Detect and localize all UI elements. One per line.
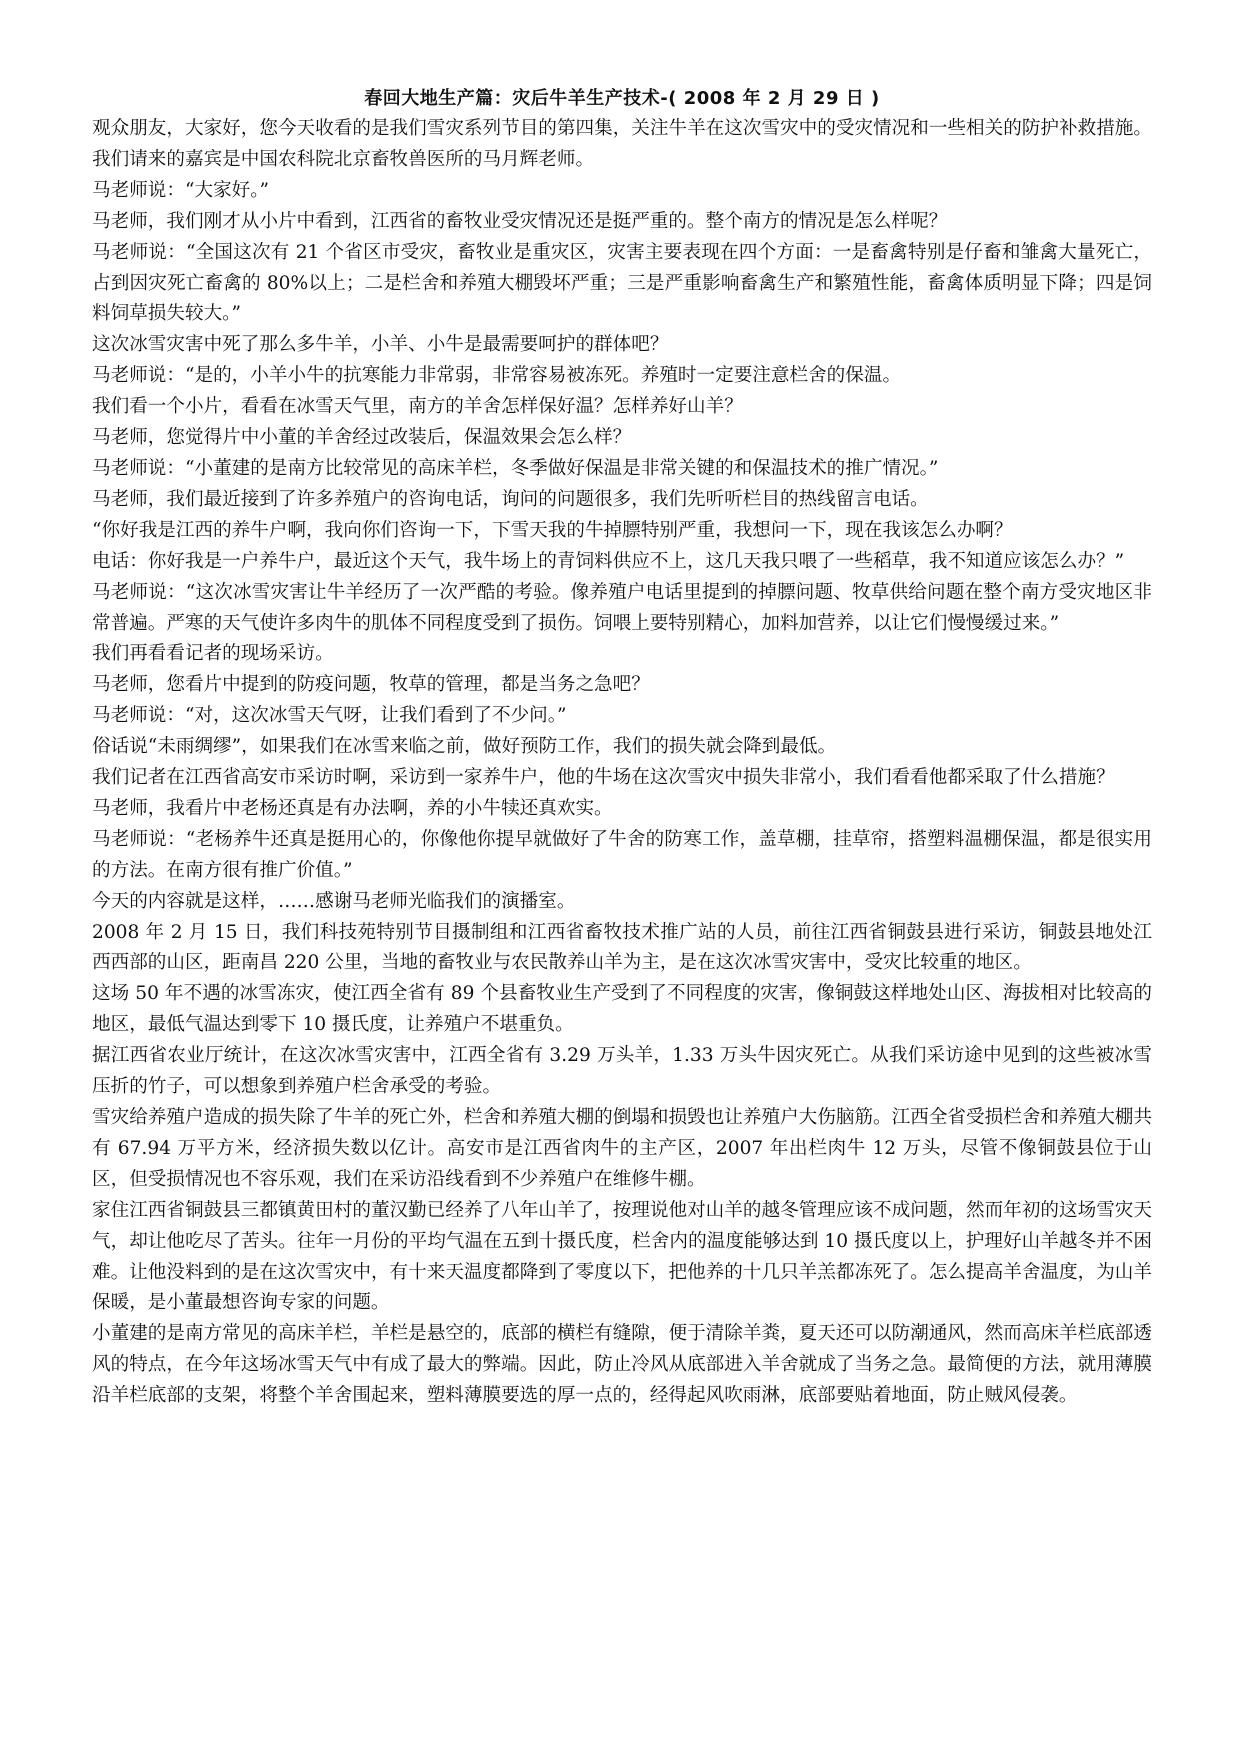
paragraph: 据江西省农业厅统计，在这次冰雪灾害中，江西全省有 3.29 万头羊，1.33 万头牛因灾死亡。从我们采访途中见到的这些被冰雪压折的竹子，可以想象到养殖户栏舍承受的考验。: [92, 1045, 1152, 1098]
paragraph: 这场 50 年不遇的冰雪冻灾，使江西全省有 89 个县畜牧业生产受到了不同程度的灾害，像铜鼓这样地处山区、海拔相对比较高的地区，最低气温达到零下 10 摄氏度，让养殖户不堪重负。: [92, 983, 1152, 1036]
paragraph: 家住江西省铜鼓县三都镇黄田村的董汉勤已经养了八年山羊了，按理说他对山羊的越冬管理应该不成问题，然而年初的这场雪灾天气，却让他吃尽了苦头。往年一月份的平均气温在五到十摄氏度，栏舍内的温度能够达到 10 摄氏度以上，护理好山羊越冬并不困难。让他没料到的是在这次雪灾中，有十来天温度都降到了零度以下，把他养的十几只羊羔都冻死了。怎么提高羊舍温度，为山羊保暖，是小董最想咨询专家的问题。: [92, 1199, 1152, 1314]
paragraph: “你好我是江西的养牛户啊，我向你们咨询一下，下雪天我的牛掉膘特别严重，我想问一下，现在我该怎么办啊？: [92, 519, 1013, 541]
paragraph: 我们再看看记者的现场采访。: [92, 643, 334, 665]
paragraph: 马老师，您看片中提到的防疫问题，牧草的管理，都是当务之急吧？: [92, 674, 650, 696]
paragraph: 马老师说：“小董建的是南方比较常见的高床羊栏，冬季做好保温是非常关键的和保温技术的推广情况。”: [92, 457, 939, 479]
paragraph: 这次冰雪灾害中死了那么多牛羊，小羊、小牛是最需要呵护的群体吧？: [92, 334, 669, 356]
paragraph: 马老师说：“老杨养牛还真是挺用心的，你像他你提早就做好了牛舍的防寒工作，盖草棚，挂草帘，搭塑料温棚保温，都是很实用的方法。在南方很有推广价值。”: [92, 828, 1152, 881]
paragraph: 马老师，我看片中老杨还真是有办法啊，养的小牛犊还真欢实。: [92, 797, 613, 819]
document-title: 春回大地生产篇：灾后牛羊生产技术-( 2008 年 2 月 29 日 ): [364, 88, 880, 109]
paragraph: 我们看一个小片，看看在冰雪天气里，南方的羊舍怎样保好温？怎样养好山羊？: [92, 396, 743, 418]
document-body: [92, 114, 1152, 1412]
paragraph: 马老师说：“对，这次冰雪天气呀，让我们看到了不少问。”: [92, 705, 567, 727]
paragraph: 电话：你好我是一户养牛户，最近这个天气，我牛场上的青饲料供应不上，这几天我只喂了一些稻草，我不知道应该怎么办？”: [92, 550, 1125, 572]
paragraph: 马老师，我们刚才从小片中看到，江西省的畜牧业受灾情况还是挺严重的。整个南方的情况是怎么样呢？: [92, 210, 948, 232]
paragraph: 雪灾给养殖户造成的损失除了牛羊的死亡外，栏舍和养殖大棚的倒塌和损毁也让养殖户大伤脑筋。江西全省受损栏舍和养殖大棚共有 67.94 万平方米，经济损失数以亿计。高安市是江西省肉牛的主产区，2007 年出栏肉牛 12 万头，尽管不像铜鼓县位于山区，但受损情况也不容乐观，我们在采访沿线看到不少养殖户在维修牛棚。: [92, 1107, 1152, 1190]
paragraph: 马老师说：“是的，小羊小牛的抗寒能力非常弱，非常容易被冻死。养殖时一定要注意栏舍的保温。: [92, 365, 902, 387]
paragraph: 小董建的是南方常见的高床羊栏，羊栏是悬空的，底部的横栏有缝隙，便于清除羊粪，夏天还可以防潮通风，然而高床羊栏底部透风的特点，在今年这场冰雪天气中有成了最大的弊端。因此，防止冷风从底部进入羊舍就成了当务之急。最简便的方法，就用薄膜沿羊栏底部的支架，将整个羊舍围起来，塑料薄膜要选的厚一点的，经得起风吹雨淋，底部要贴着地面，防止贼风侵袭。: [92, 1323, 1152, 1407]
paragraph: 马老师说：“大家好。”: [92, 179, 270, 201]
paragraph: 我们记者在江西省高安市采访时啊，采访到一家养牛户，他的牛场在这次雪灾中损失非常小，我们看看他都采取了什么措施？: [92, 767, 1115, 789]
paragraph: 马老师说：“全国这次有 21 个省区市受灾，畜牧业是重灾区，灾害主要表现在四个方面：一是畜禽特别是仔畜和雏禽大量死亡，占到因灾死亡畜禽的 80%以上；二是栏舍和养殖大棚毁坏严重；三是严重影响畜禽生产和繁殖性能，畜禽体质明显下降；四是饲料饲草损失较大。”: [92, 241, 1152, 325]
paragraph: 马老师说：“这次冰雪灾害让牛羊经历了一次严酷的考验。像养殖户电话里提到的掉膘问题、牧草供给问题在整个南方受灾地区非常普遍。严寒的天气使许多肉牛的肌体不同程度受到了损伤。饲喂上要特别精心，加料加营养，以让它们慢慢缓过来。”: [92, 581, 1152, 634]
paragraph: 马老师，我们最近接到了许多养殖户的咨询电话，询问的问题很多，我们先听听栏目的热线留言电话。: [92, 488, 929, 510]
paragraph: 马老师，您觉得片中小董的羊舍经过改装后，保温效果会怎么样？: [92, 427, 632, 449]
paragraph: 2008 年 2 月 15 日，我们科技苑特别节目摄制组和江西省畜牧技术推广站的人员，前往江西省铜鼓县进行采访，铜鼓县地处江西西部的山区，距南昌 220 公里，当地的畜牧业与农民散养山羊为主，是在这次冰雪灾害中，受灾比较重的地区。: [92, 921, 1152, 974]
document-page: [92, 84, 1152, 1412]
paragraph: 俗话说“未雨绸缪”，如果我们在冰雪来临之前，做好预防工作，我们的损失就会降到最低。: [92, 736, 837, 758]
paragraph: 观众朋友，大家好，您今天收看的是我们雪灾系列节目的第四集，关注牛羊在这次雪灾中的受灾情况和一些相关的防护补救措施。我们请来的嘉宾是中国农科院北京畜牧兽医所的马月辉老师。: [92, 118, 1152, 170]
paragraph: 今天的内容就是这样，……感谢马老师光临我们的演播室。: [92, 890, 576, 912]
